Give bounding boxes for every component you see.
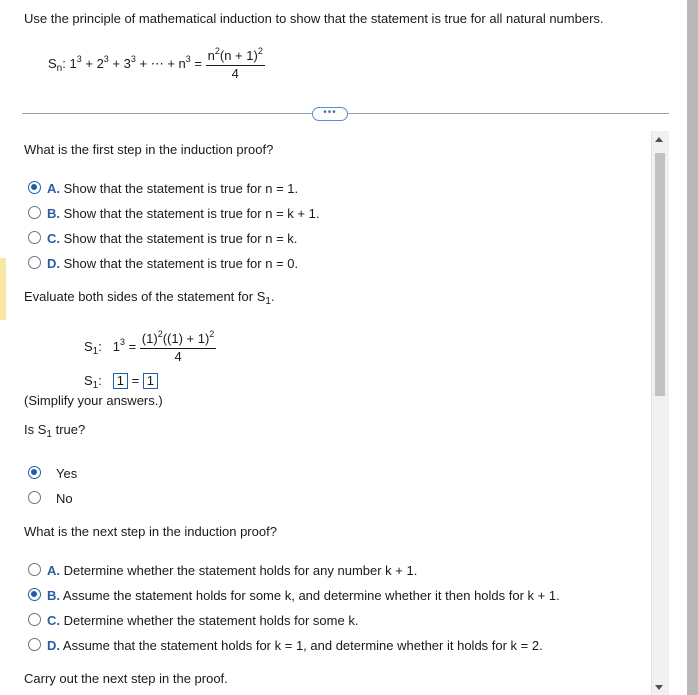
instruction-text: Use the principle of mathematical induction to show that the statement is true for all natural numbers. — [24, 11, 604, 26]
left-accent-bar — [0, 258, 6, 320]
q3-option-a[interactable]: A. Determine whether the statement holds for any number k + 1. — [47, 563, 418, 578]
answer-box-left[interactable]: 1 — [113, 373, 128, 389]
q3-option-c-radio[interactable] — [28, 613, 41, 626]
q3-option-d[interactable]: D. Assume that the statement holds for k = 1, and determine whether it holds for k = 2. — [47, 638, 543, 653]
q2-option-no-radio[interactable] — [28, 491, 41, 504]
s1-fraction: $\frac{(1)^2((1) + 1)^2}{4}$ — [141, 329, 215, 364]
q1-option-d[interactable]: D. Show that the statement is true for n = 0. — [47, 256, 299, 271]
scroll-up-icon[interactable] — [655, 137, 663, 142]
q3-option-b-radio[interactable] — [28, 588, 41, 601]
q2-option-no[interactable]: No — [56, 491, 73, 506]
s1-answer-row: $S_1$: 1 = 1 — [84, 373, 158, 389]
q1-option-d-radio[interactable] — [28, 256, 41, 269]
footer-instruction: Carry out the next step in the proof. — [24, 671, 228, 686]
scrollbar-thumb[interactable] — [655, 153, 665, 396]
expand-more-button[interactable]: ••• — [312, 107, 348, 121]
evaluate-prompt: Evaluate both sides of the statement for $S_1$. — [24, 289, 275, 307]
q3-option-b[interactable]: B. Assume the statement holds for some k, and determine whether it then holds for k + 1. — [47, 588, 560, 603]
q3-option-d-radio[interactable] — [28, 638, 41, 651]
statement-fraction: $\frac{n^2(n + 1)^2}{4}$ — [207, 46, 263, 81]
q1-option-c[interactable]: C. Show that the statement is true for n = k. — [47, 231, 298, 246]
q1-question: What is the first step in the induction proof? — [24, 142, 274, 157]
q1-option-a[interactable]: A. Show that the statement is true for n = 1. — [47, 181, 299, 196]
q1-option-a-radio[interactable] — [28, 181, 41, 194]
q3-option-a-radio[interactable] — [28, 563, 41, 576]
scroll-down-icon[interactable] — [655, 685, 663, 690]
q2-option-yes-radio[interactable] — [28, 466, 41, 479]
q1-option-b-radio[interactable] — [28, 206, 41, 219]
statement-formula: $S_n$: $1^3 + 2^3 + 3^3$ + ⋯ + $n^3$ = $\frac{n^2(n + 1)^2}{4}$ — [48, 46, 263, 81]
simplify-hint: (Simplify your answers.) — [24, 393, 163, 408]
q1-option-c-radio[interactable] — [28, 231, 41, 244]
window-edge — [687, 0, 698, 695]
s1-equation: $S_1$: $1^3$ = $\frac{(1)^2((1) + 1)^2}{4}$ — [84, 329, 215, 364]
q3-option-c[interactable]: C. Determine whether the statement holds for some k. — [47, 613, 359, 628]
q3-question: What is the next step in the induction proof? — [24, 524, 277, 539]
q1-option-b[interactable]: B. Show that the statement is true for n = k + 1. — [47, 206, 320, 221]
q2-question: Is $S_1$ true? — [24, 422, 86, 440]
q2-option-yes[interactable]: Yes — [56, 466, 78, 481]
answer-box-right[interactable]: 1 — [143, 373, 158, 389]
